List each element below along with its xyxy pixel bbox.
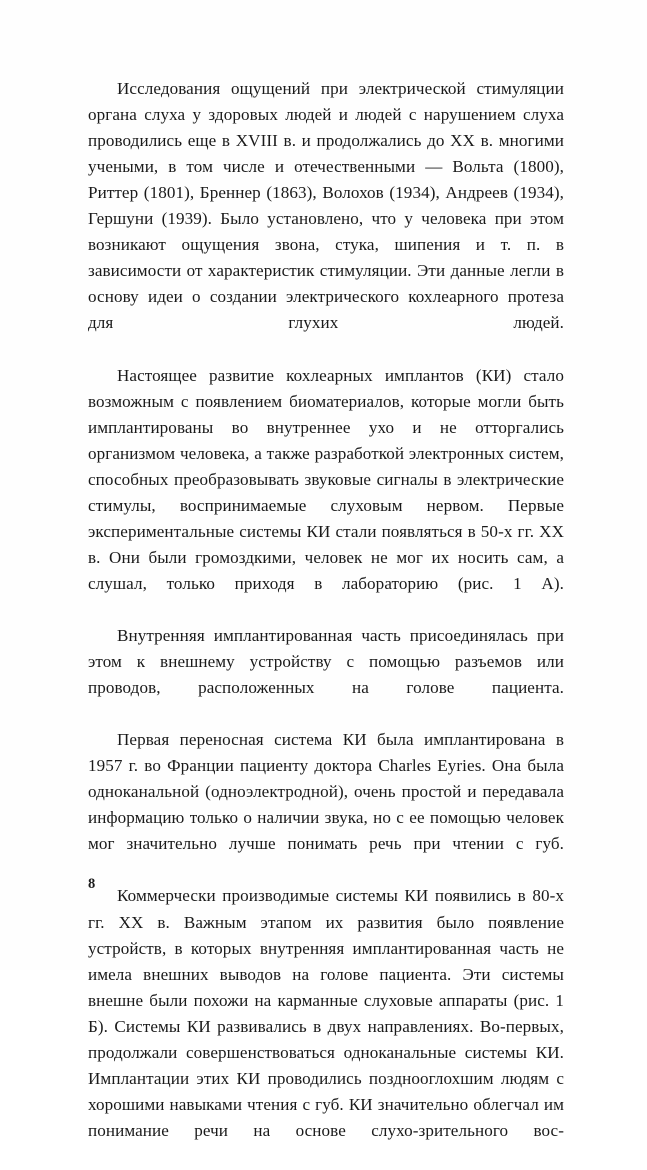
paragraph: Внутренняя имплантированная часть присоединялась при этом к внешнему устройству с помощью разъемов или проводов, расположенных на голове пациента.	[88, 625, 564, 698]
body-text-block	[88, 76, 564, 1170]
paragraph: Исследования ощущений при электрической стимуляции органа слуха у здоровых людей и людей с нарушением слуха проводились еще в XVIII в. и продолжались до XX в. многими учеными, в том числе и отечественными — Вольта (1800), Риттер (1801), Бреннер (1863), Волохов (1934), Андреев (1934), Гершуни (1939). Было установлено, что у человека при этом возникают ощущения звона, стука, шипения и т. п. в зависимости от характеристик стимуляции. Эти данные легли в основу идеи о создании электрического кохлеарного протеза для глухих людей.	[88, 79, 564, 333]
paragraph: Коммерчески производимые системы КИ появились в 80-х гг. XX в. Важным этапом их развития было появление устройств, в которых внутренняя имплантированная часть не имела внешних выводов на голове пациента. Эти системы внешне были похожи на карманные слуховые аппараты (рис. 1 Б). Системы КИ развивались в двух направлениях. Во-первых, продолжали совершенствоваться одноканальные системы КИ. Имплантации этих КИ проводились позднооглохшим людям с хорошими навыками чтения с губ. КИ значительно облегчал им понимание речи на основе слухо-зрительного вос-	[88, 886, 564, 1140]
paragraph: Настоящее развитие кохлеарных имплантов (КИ) стало возможным с появлением биоматериалов, которые могли быть имплантированы во внутреннее ухо и не отторгались организмом человека, а также разработкой электронных систем, способных преобразовывать звуковые сигналы в электрические стимулы, воспринимаемые слуховым нервом. Первые экспериментальные системы КИ стали появляться в 50-х гг. XX в. Они были громоздкими, человек не мог их носить сам, а слушал, только приходя в лабораторию (рис. 1 А).	[88, 365, 564, 593]
page-number: 8	[88, 876, 96, 892]
paragraph: Первая переносная система КИ была имплантирована в 1957 г. во Франции пациенту доктора Charles Eyries. Она была одноканальной (одноэлектродной), очень простой и передавала информацию только о наличии звука, но с ее помощью человек мог значительно лучше понимать речь при чтении с губ.	[88, 730, 564, 854]
